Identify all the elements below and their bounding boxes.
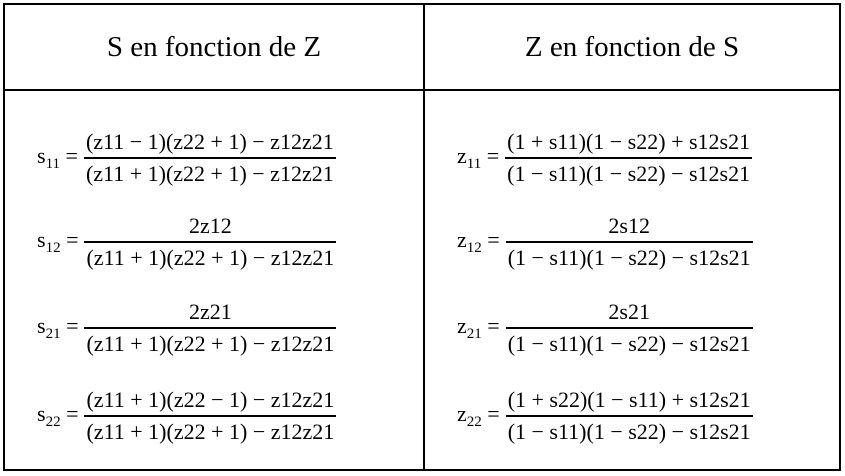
equation-lhs: $s_{12}$ = (37, 227, 79, 256)
numerator: 2s12 (608, 213, 650, 239)
denominator: (1 − s11)(1 − s22) − s12s21 (507, 244, 751, 270)
equation-z11 (457, 123, 752, 193)
equation-lhs: $z_{12}$ = (457, 227, 500, 256)
equation-z22 (457, 381, 753, 451)
numerator: 2z12 (188, 213, 232, 239)
fraction (506, 299, 753, 357)
header-divider (5, 89, 839, 91)
equation-s21 (37, 293, 336, 363)
equation-lhs: $s_{22}$ = (37, 401, 79, 430)
equation-s11 (37, 123, 336, 193)
equation-lhs: $s_{21}$ = (37, 313, 79, 342)
equation-lhs: $s_{11}$ = (37, 143, 78, 172)
equation-s12 (37, 207, 336, 277)
fraction (84, 213, 336, 271)
denominator: (z11 + 1)(z22 + 1) − z12z21 (85, 160, 334, 186)
fraction (506, 213, 753, 271)
denominator: (1 − s11)(1 − s22) − s12s21 (507, 330, 751, 356)
fraction (84, 129, 336, 187)
numerator: 2z21 (188, 299, 232, 325)
conversion-table (3, 3, 841, 471)
column-divider (423, 5, 425, 469)
numerator: 2s21 (608, 299, 650, 325)
equation-lhs: $z_{22}$ = (457, 401, 500, 430)
denominator: (z11 + 1)(z22 + 1) − z12z21 (86, 418, 335, 444)
numerator: (z11 − 1)(z22 + 1) − z12z21 (85, 129, 334, 155)
fraction (506, 387, 753, 445)
equation-lhs: $z_{11}$ = (457, 143, 500, 172)
denominator: (1 − s11)(1 − s22) − s12s21 (507, 160, 751, 186)
fraction (84, 387, 336, 445)
equation-z12 (457, 207, 753, 277)
equation-s22 (37, 381, 336, 451)
denominator: (1 − s11)(1 − s22) − s12s21 (507, 418, 751, 444)
equation-lhs: $z_{21}$ = (457, 313, 500, 342)
header-s-from-z: S en fonction de Z (106, 30, 322, 63)
numerator: (z11 + 1)(z22 − 1) − z12z21 (86, 387, 335, 413)
numerator: (1 + s11)(1 − s22) + s12s21 (507, 129, 751, 155)
denominator: (z11 + 1)(z22 + 1) − z12z21 (86, 244, 335, 270)
equation-z21 (457, 293, 753, 363)
numerator: (1 + s22)(1 − s11) + s12s21 (507, 387, 751, 413)
denominator: (z11 + 1)(z22 + 1) − z12z21 (86, 330, 335, 356)
fraction (84, 299, 336, 357)
header-z-from-s: Z en fonction de S (524, 30, 740, 63)
fraction (505, 129, 752, 187)
